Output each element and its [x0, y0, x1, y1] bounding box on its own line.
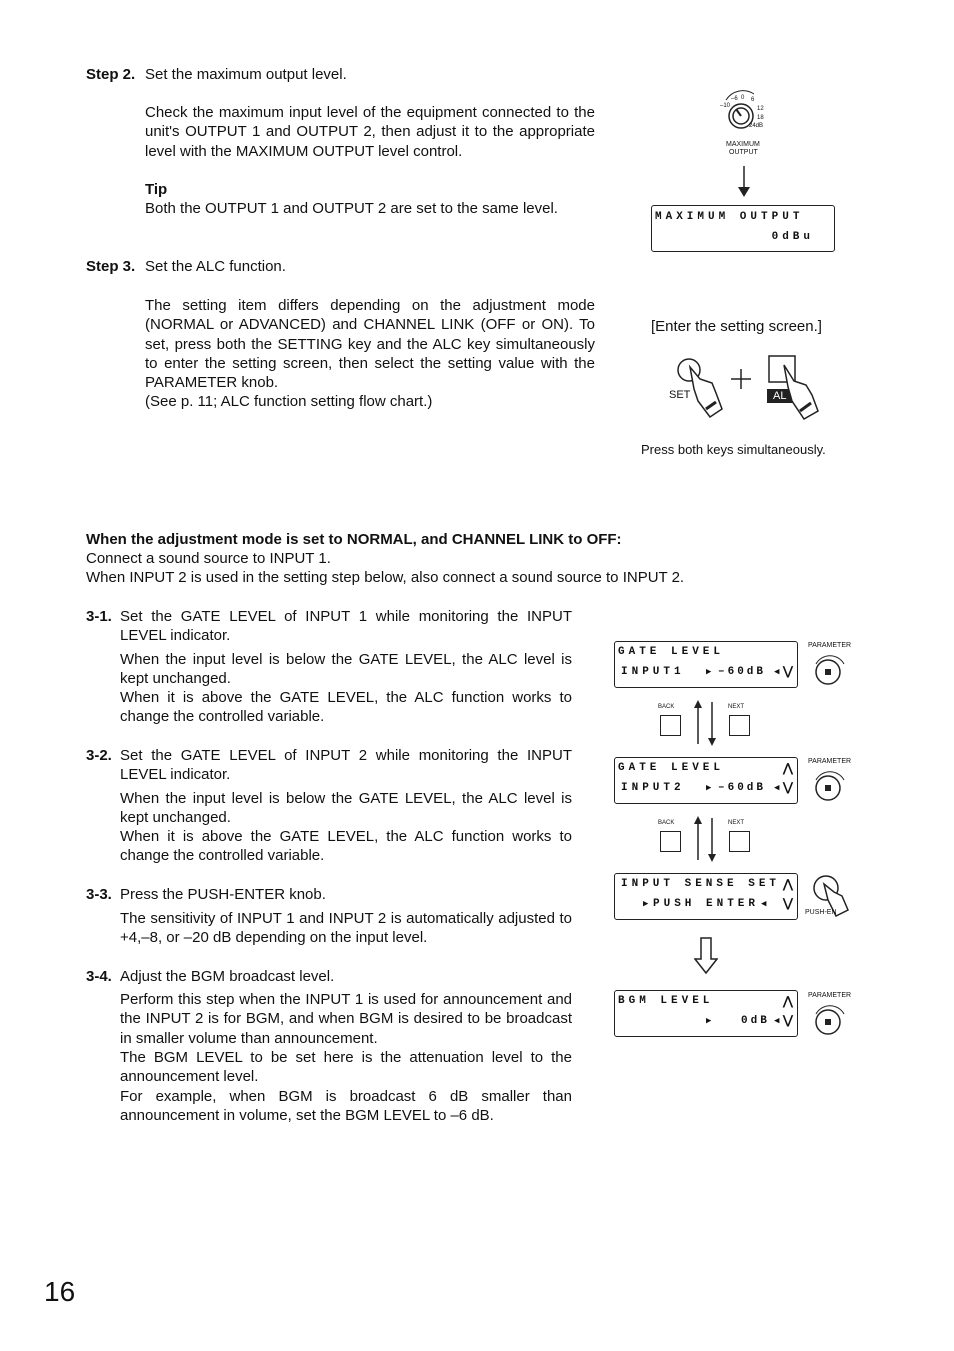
lcd-gate-level-input2 [614, 757, 798, 804]
set-key-label: SET [669, 389, 691, 401]
step3-title: Set the ALC function. [145, 258, 286, 275]
param-label-4: PARAMETER [808, 992, 852, 999]
lcd1-line2: INPUT1 [621, 666, 685, 678]
s32-label: 3-2. [86, 747, 112, 764]
s31-title: Set the GATE LEVEL of INPUT 1 while monitoring the INPUT LEVEL indicator. [120, 608, 572, 645]
left-arrow-icon: ◀ [774, 783, 780, 793]
next-key-1 [729, 715, 750, 736]
enter-caption: [Enter the setting screen.] [651, 318, 822, 335]
down-chevron-icon: ⋁ [783, 1014, 793, 1028]
normal-line1: Connect a sound source to INPUT 1. [86, 550, 331, 567]
next-label-1: NEXT [728, 704, 745, 710]
s34-p2: The BGM LEVEL to be set here is the attenuation level to the announcement level. [120, 1049, 572, 1086]
lcd1-line1: GATE LEVEL [618, 646, 725, 658]
left-arrow-icon: ◀ [774, 1016, 780, 1026]
down-chevron-icon: ⋁ [783, 897, 793, 911]
param-label-2: PARAMETER [808, 758, 852, 765]
back-key-2 [660, 831, 681, 852]
s33-title: Press the PUSH-ENTER knob. [120, 886, 326, 903]
s34-title: Adjust the BGM broadcast level. [120, 968, 335, 985]
s34-label: 3-4. [86, 968, 112, 985]
back-key-1 [660, 715, 681, 736]
step3-ref: (See p. 11; ALC function setting flow chart.) [145, 393, 433, 410]
step3-label: Step 3. [86, 258, 136, 275]
tip-heading: Tip [145, 181, 168, 198]
param-label-1: PARAMETER [808, 642, 852, 649]
lcd1-value: –60dB [718, 666, 767, 678]
tip-body: Both the OUTPUT 1 and OUTPUT 2 are set to the same level. [145, 200, 558, 217]
step2-title: Set the maximum output level. [145, 66, 347, 83]
knob-label-output: OUTPUT [729, 149, 758, 156]
s34-p1: Perform this step when the INPUT 1 is used for announcement and the INPUT 2 is for BGM, and when BGM is desired to be broadcast in smaller volume than announcement. [120, 991, 572, 1047]
next-key-2 [729, 831, 750, 852]
s31-p1: When the input level is below the GATE LEVEL, the ALC level is kept unchanged. [120, 651, 572, 688]
knob-scale-3: 0 [741, 95, 745, 101]
back-label-1: BACK [658, 704, 675, 710]
parameter-knob-icon [812, 1002, 848, 1038]
knob-scale-7: 24dB [749, 123, 764, 129]
up-chevron-icon: ⋀ [783, 762, 793, 776]
parameter-knob-icon [812, 768, 848, 804]
updown-arrows-icon [690, 816, 720, 862]
set-key-hand-icon [676, 357, 726, 419]
s31-p2: When it is above the GATE LEVEL, the ALC function works to change the controlled variable. [120, 689, 572, 726]
knob-scale-2: –6 [731, 96, 738, 102]
page-number: 16 [44, 1276, 76, 1307]
alc-key-hand-icon [766, 355, 820, 421]
s31-label: 3-1. [86, 608, 112, 625]
updown-arrows-icon [690, 700, 720, 746]
lcd2-value: –60dB [718, 782, 767, 794]
knob-label-maximum: MAXIMUM [726, 141, 760, 148]
up-chevron-icon: ⋀ [783, 995, 793, 1009]
s32-title: Set the GATE LEVEL of INPUT 2 while monitoring the INPUT LEVEL indicator. [120, 747, 572, 784]
lcd-gate-level-input1 [614, 641, 798, 688]
s33-p1: The sensitivity of INPUT 1 and INPUT 2 is automatically adjusted to +4,–8, or –20 dB depending on the input level. [120, 910, 572, 947]
back-label-2: BACK [658, 820, 675, 826]
right-arrow-icon: ▶ [706, 783, 712, 793]
step2-label: Step 2. [86, 66, 136, 83]
left-arrow-icon: ◀ [761, 899, 767, 909]
alc-key-label: AL [773, 390, 787, 402]
lcd4-line1: BGM LEVEL [618, 995, 714, 1007]
lcd2-line2: INPUT2 [621, 782, 685, 794]
knob-scale-5: 12 [757, 106, 764, 112]
right-arrow-icon: ▶ [643, 899, 649, 909]
push-enter-label: PUSH-EN [805, 909, 837, 916]
normal-line2: When INPUT 2 is used in the setting step below, also connect a sound source to INPUT 2. [86, 569, 685, 586]
lcd-maximum-output [651, 205, 835, 252]
lcd4-value: 0dB [741, 1015, 770, 1027]
s34-p3: For example, when BGM is broadcast 6 dB smaller than announcement in volume, set the BGM LEVEL to –6 dB. [120, 1088, 572, 1125]
knob-scale-4: 6 [751, 97, 755, 103]
normal-heading: When the adjustment mode is set to NORMAL, and CHANNEL LINK to OFF: [86, 531, 622, 548]
lcd2-line1: GATE LEVEL [618, 762, 725, 774]
hollow-down-arrow-icon [694, 937, 718, 975]
next-label-2: NEXT [728, 820, 745, 826]
left-arrow-icon: ◀ [774, 667, 780, 677]
lcd3-line2: PUSH ENTER [653, 898, 760, 910]
down-chevron-icon: ⋁ [783, 781, 793, 795]
step2-body: Check the maximum input level of the equipment connected to the unit's OUTPUT 1 and OUTPUT 2, then adjust it to the appropriate level with the MAXIMUM OUTPUT level control. [145, 104, 595, 160]
knob-scale-1: –10 [720, 103, 731, 109]
step3-body: The setting item differs depending on the adjustment mode (NORMAL or ADVANCED) and CHANNEL LINK (OFF or ON). To set, press both the SETTING key and the ALC key simultaneously to enter the setting screen, then select the setting value with the PARAMETER knob. [145, 297, 595, 392]
lcd-line2: 0dBu [771, 231, 814, 243]
down-arrow-icon [737, 166, 751, 198]
knob-scale-6: 18 [757, 115, 764, 121]
lcd-bgm-level [614, 990, 798, 1037]
s32-p1: When the input level is below the GATE LEVEL, the ALC level is kept unchanged. [120, 790, 572, 827]
enter-caption-bottom: Press both keys simultaneously. [641, 442, 826, 457]
right-arrow-icon: ▶ [706, 1016, 712, 1026]
down-chevron-icon: ⋁ [783, 665, 793, 679]
s32-p2: When it is above the GATE LEVEL, the ALC function works to change the controlled variable. [120, 828, 572, 865]
up-chevron-icon: ⋀ [783, 878, 793, 892]
right-arrow-icon: ▶ [706, 667, 712, 677]
parameter-knob-icon [812, 652, 848, 688]
lcd-line1: MAXIMUM OUTPUT [655, 211, 804, 223]
s33-label: 3-3. [86, 886, 112, 903]
lcd3-line1: INPUT SENSE SET [621, 878, 781, 890]
plus-icon [729, 367, 753, 391]
lcd-input-sense-set [614, 873, 798, 920]
